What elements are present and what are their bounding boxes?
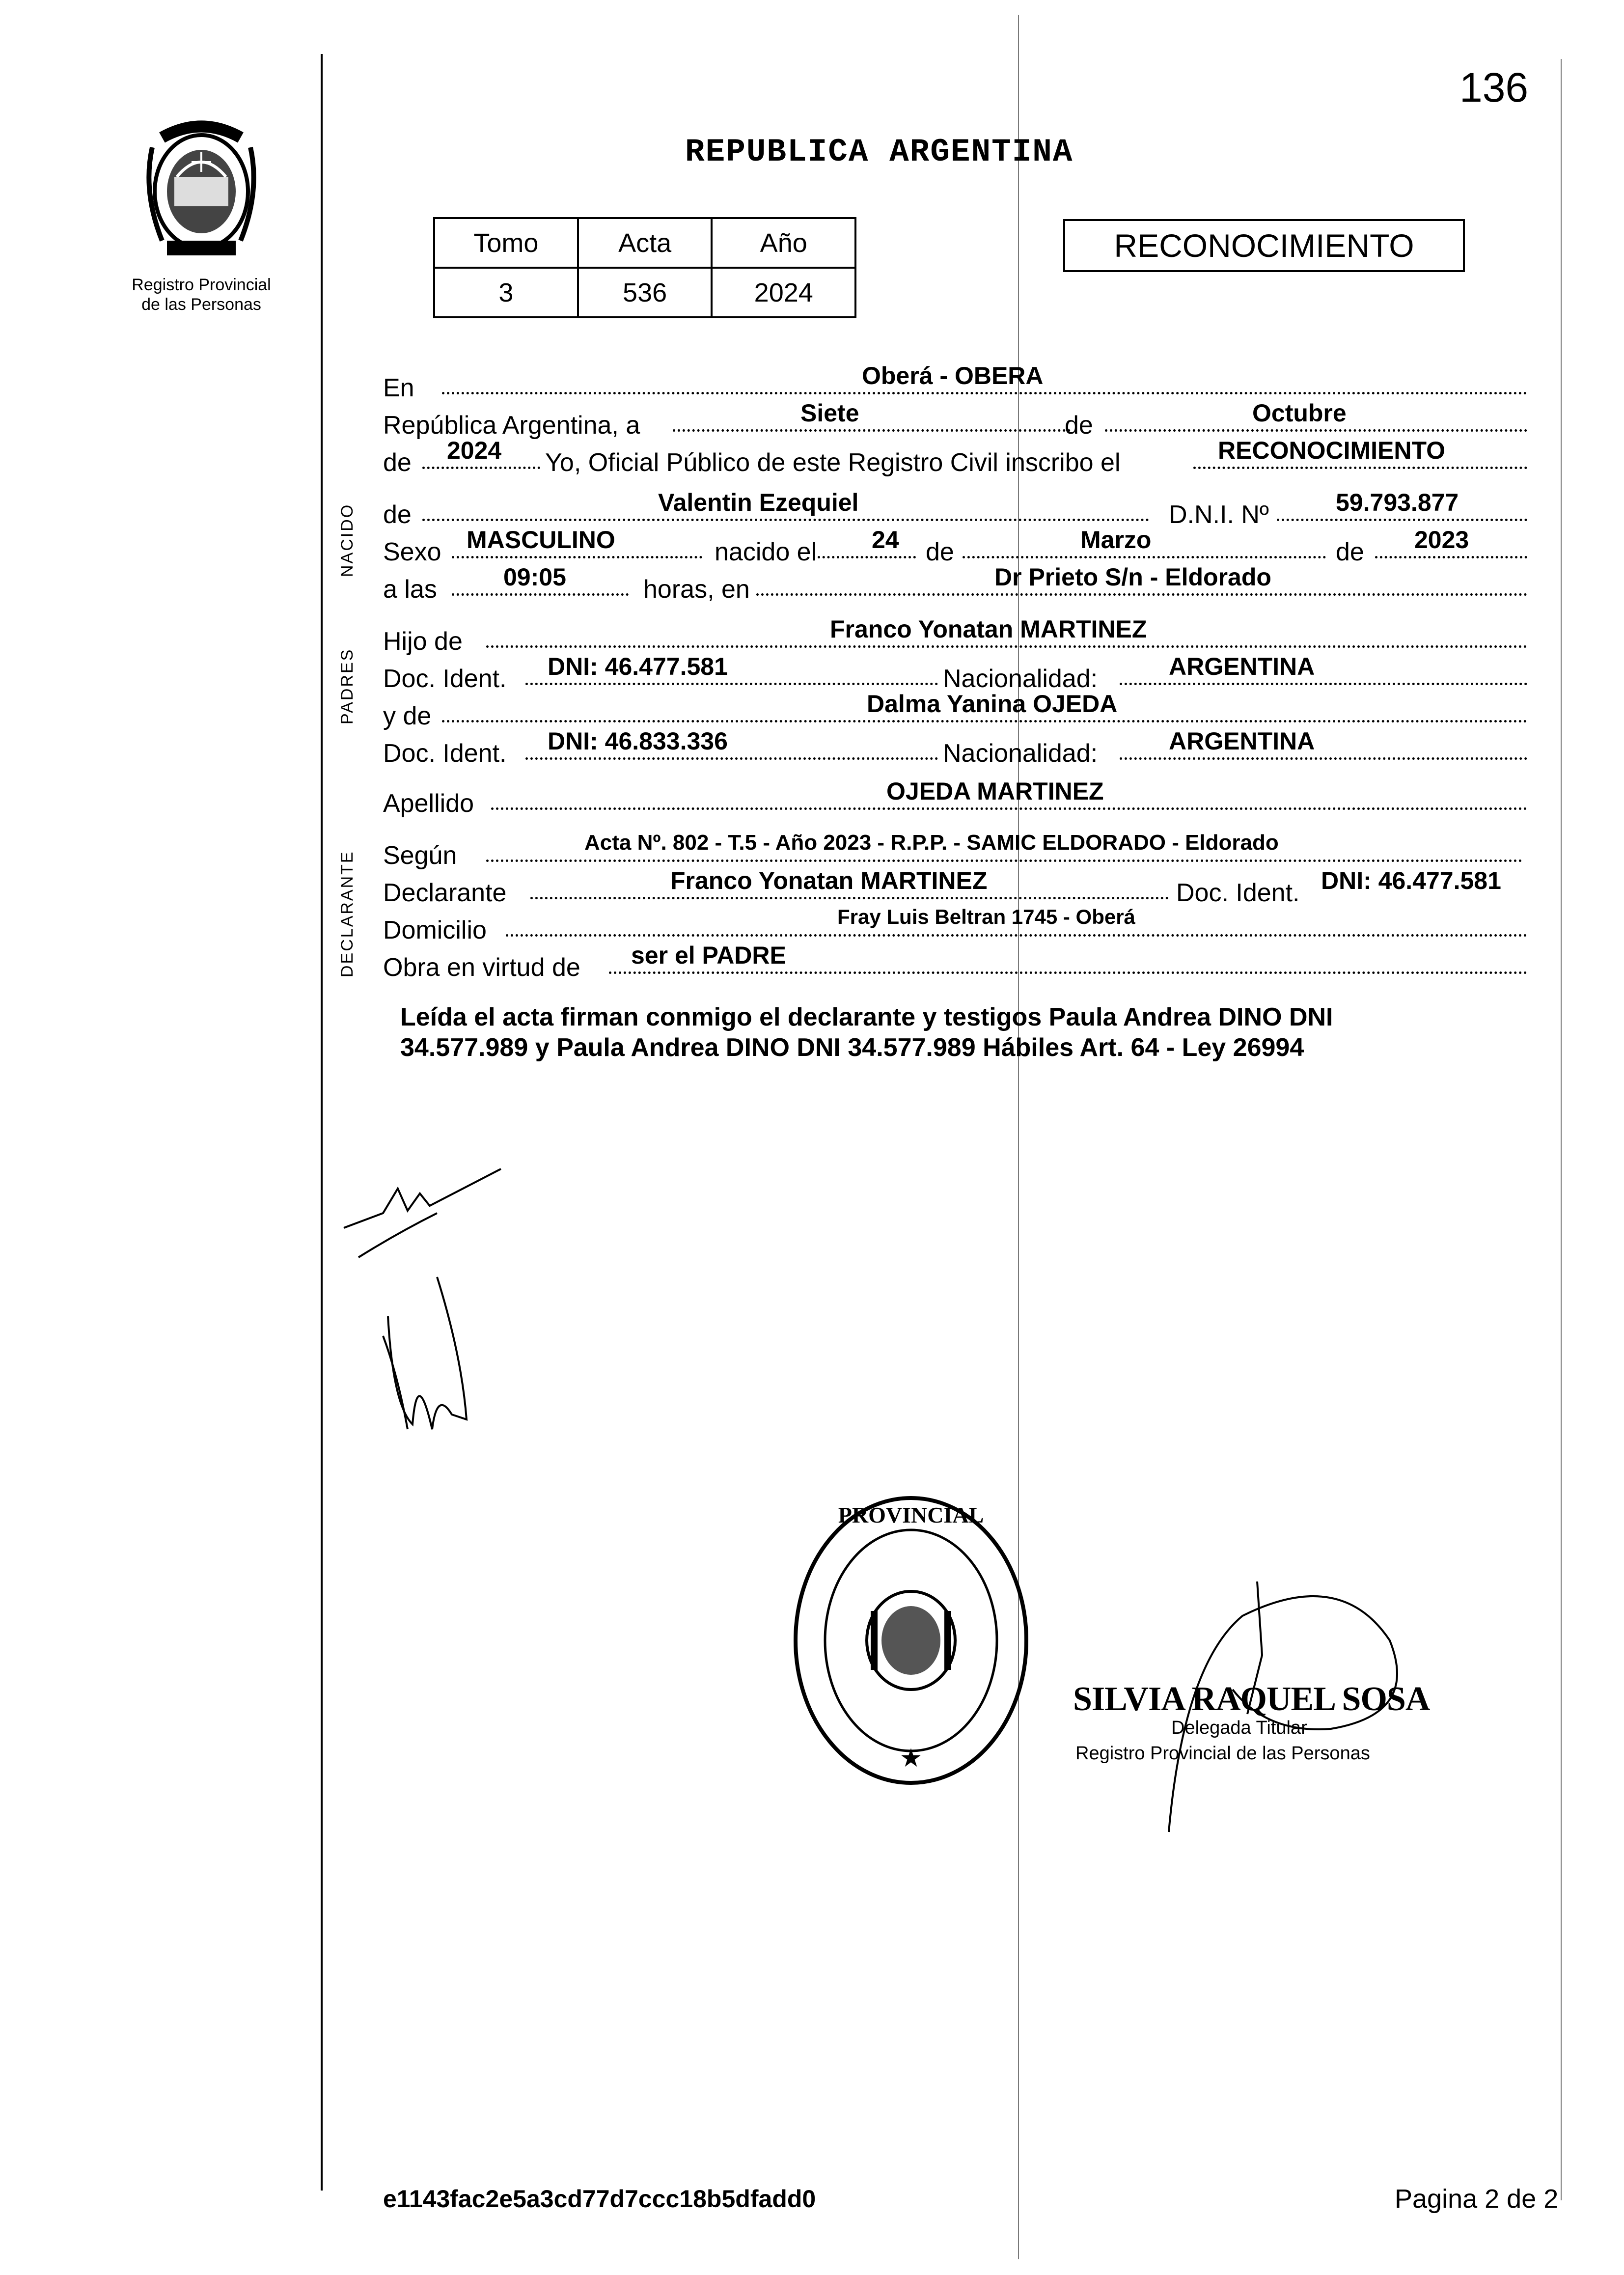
value-anio: 2024: [447, 437, 502, 464]
signatory-name: SILVIA RAQUEL SOSA: [1073, 1680, 1430, 1718]
table-header: Tomo: [434, 218, 578, 268]
table-header: Acta: [578, 218, 712, 268]
value-padre-dni: DNI: 46.477.581: [548, 653, 728, 680]
page-indicator: Pagina 2 de 2: [1395, 2184, 1559, 2214]
value-tipo: RECONOCIMIENTO: [1218, 437, 1445, 464]
label-nacionalidad: Nacionalidad:: [943, 739, 1098, 768]
logo-caption-line2: de las Personas: [141, 295, 261, 314]
dotted-leader: [452, 593, 629, 596]
value-lugar-nac: Dr Prieto S/n - Eldorado: [994, 563, 1271, 591]
value-declarante-dni: DNI: 46.477.581: [1321, 867, 1501, 894]
dotted-leader: [525, 683, 938, 685]
table-header: Año: [712, 218, 855, 268]
value-declarante: Franco Yonatan MARTINEZ: [670, 867, 988, 894]
label-domicilio: Domicilio: [383, 916, 487, 944]
label-nacionalidad: Nacionalidad:: [943, 665, 1098, 693]
value-domicilio: Fray Luis Beltran 1745 - Oberá: [837, 905, 1135, 928]
dotted-leader: [442, 720, 1527, 722]
value-nombre: Valentin Ezequiel: [658, 489, 859, 516]
document-hash: e1143fac2e5a3cd77d7ccc18b5dfadd0: [383, 2185, 816, 2213]
dotted-leader: [1277, 519, 1527, 521]
label-dni: D.N.I. Nº: [1169, 500, 1269, 529]
value-padre-nac: ARGENTINA: [1169, 653, 1315, 680]
left-margin-rule: [321, 54, 323, 2191]
value-madre-dni: DNI: 46.833.336: [548, 727, 728, 755]
label-de: de: [1065, 411, 1093, 440]
label-republica: República Argentina, a: [383, 411, 640, 440]
dotted-leader: [491, 807, 1527, 810]
value-dni: 59.793.877: [1336, 489, 1459, 516]
table-cell-tomo: 3: [434, 268, 578, 317]
label-inscribo: Yo, Oficial Público de este Registro Civil inscribo el: [545, 448, 1121, 477]
value-mes: Octubre: [1252, 399, 1347, 427]
dotted-leader: [609, 971, 1527, 974]
label-doc-ident: Doc. Ident.: [383, 665, 507, 693]
label-de: de: [1336, 538, 1364, 566]
label-sexo: Sexo: [383, 538, 441, 566]
label-declarante: Declarante: [383, 879, 507, 907]
dotted-leader: [486, 860, 1522, 862]
label-obra: Obra en virtud de: [383, 953, 580, 982]
table-cell-anio: 2024: [712, 268, 855, 317]
value-apellido: OJEDA MARTINEZ: [886, 777, 1104, 805]
dotted-leader: [452, 556, 702, 558]
label-de: de: [926, 538, 954, 566]
label-y-de: y de: [383, 702, 432, 730]
section-label-padres: PADRES: [338, 648, 357, 724]
label-en: En: [383, 374, 414, 402]
dotted-leader: [1375, 556, 1527, 558]
logo-caption: [108, 275, 295, 314]
label-hijo-de: Hijo de: [383, 627, 463, 656]
value-madre-nac: ARGENTINA: [1169, 727, 1315, 755]
dotted-leader: [530, 897, 1169, 899]
dotted-leader: [1120, 757, 1527, 760]
registry-table: [433, 217, 856, 318]
table-cell-acta: 536: [578, 268, 712, 317]
section-label-declarante: DECLARANTE: [338, 850, 357, 977]
dotted-leader: [442, 392, 1527, 394]
signature-witness: [378, 1267, 525, 1454]
label-a-las: a las: [383, 575, 437, 604]
value-sexo: MASCULINO: [467, 526, 615, 554]
label-de: de: [383, 500, 412, 529]
section-label-nacido: NACIDO: [338, 503, 357, 577]
dotted-leader: [506, 934, 1527, 937]
value-padre: Franco Yonatan MARTINEZ: [830, 615, 1147, 643]
statement-paragraph: [400, 1002, 1333, 1063]
label-doc-ident: Doc. Ident.: [1176, 879, 1300, 907]
label-horas-en: horas, en: [643, 575, 750, 604]
signatory-title: Delegada Titular: [1171, 1718, 1307, 1738]
dotted-leader: [673, 429, 1071, 432]
value-obra: ser el PADRE: [631, 942, 786, 969]
dotted-leader: [422, 519, 1149, 521]
label-segun: Según: [383, 841, 457, 870]
label-nacido-el: nacido el: [715, 538, 817, 566]
dotted-leader: [486, 645, 1527, 648]
value-hora: 09:05: [503, 563, 566, 591]
dotted-leader: [756, 593, 1527, 596]
label-doc-ident: Doc. Ident.: [383, 739, 507, 768]
svg-text:PROVINCIAL: PROVINCIAL: [838, 1502, 984, 1527]
statement-line-1: Leída el acta firman conmigo el declarante y testigos Paula Andrea DINO DNI: [400, 1003, 1333, 1031]
value-nac-mes: Marzo: [1080, 526, 1152, 554]
svg-text:★: ★: [901, 1746, 921, 1771]
value-nac-anio: 2023: [1414, 526, 1469, 554]
logo-caption-line1: Registro Provincial: [132, 276, 271, 294]
dotted-leader: [818, 556, 916, 558]
dotted-leader: [963, 556, 1326, 558]
official-seal: [791, 1493, 1031, 1788]
dotted-leader: [525, 757, 938, 760]
label-apellido: Apellido: [383, 789, 474, 818]
dotted-leader: [422, 467, 540, 469]
document-title: REPUBLICA ARGENTINA: [685, 134, 1073, 170]
dotted-leader: [1105, 429, 1527, 432]
signatory-org: Registro Provincial de las Personas: [1075, 1743, 1370, 1764]
statement-line-2: 34.577.989 y Paula Andrea DINO DNI 34.577.989 Hábiles Art. 64 - Ley 26994: [400, 1033, 1304, 1062]
value-madre: Dalma Yanina OJEDA: [867, 690, 1118, 718]
dotted-leader: [1193, 467, 1527, 469]
value-dia: Siete: [800, 399, 859, 427]
label-de: de: [383, 448, 412, 477]
value-segun: Acta Nº. 802 - T.5 - Año 2023 - R.P.P. - SAMIC ELDORADO - Eldorado: [584, 831, 1279, 855]
right-margin-rule: [1561, 59, 1562, 2200]
doc-type-box: RECONOCIMIENTO: [1063, 219, 1465, 272]
value-nac-dia: 24: [872, 526, 899, 554]
province-emblem-logo: [133, 118, 270, 265]
dotted-leader: [1120, 683, 1527, 685]
page-number: 136: [1459, 64, 1529, 111]
value-lugar: Oberá - OBERA: [862, 362, 1044, 389]
fold-line: [1018, 15, 1019, 2259]
